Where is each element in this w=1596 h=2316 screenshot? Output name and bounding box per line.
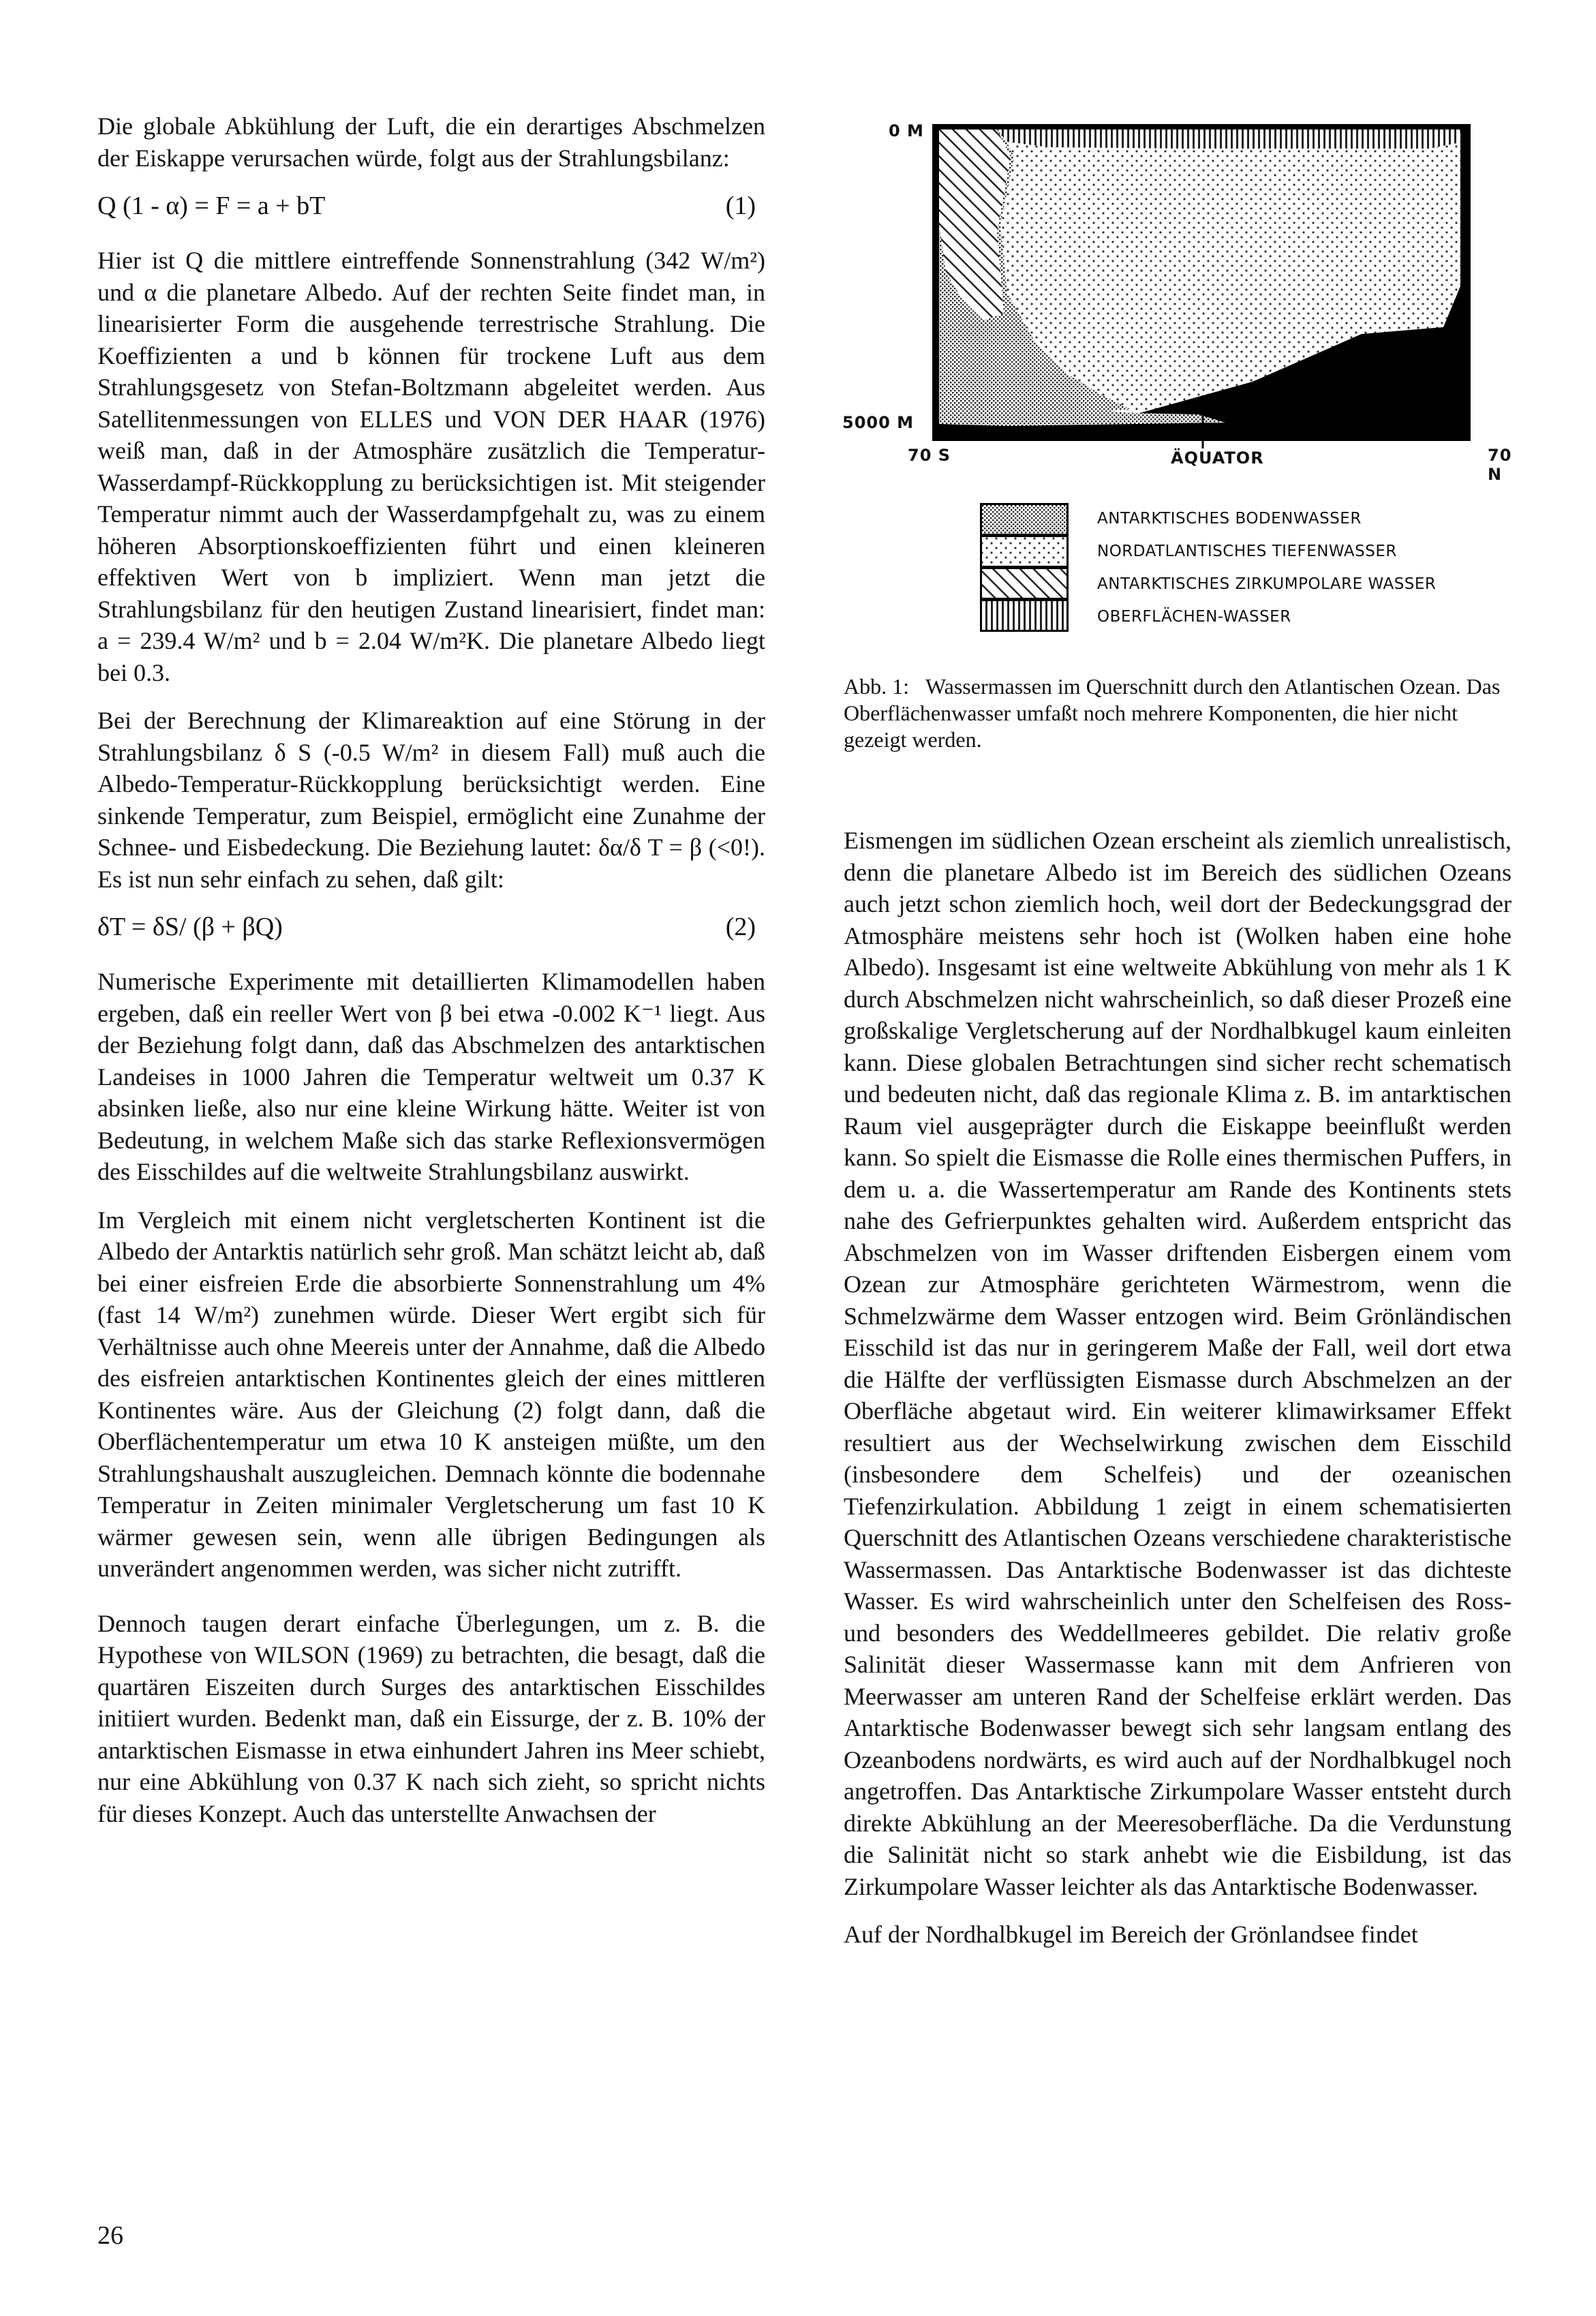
cross-section-diagram xyxy=(844,116,1532,498)
paragraph: Hier ist Q die mittlere eintreffende Sonnenstrahlung (342 W/m²) und α die planetare Albedo. Auf der rechten Seite findet man, in linearisierter Form die ausgehende terrestrische Strahlung. Die Koeffizienten a und b können für trockene Luft aus dem Strahlungsgesetz von Stefan-Boltzmann abgeleitet werden. Aus Satellitenmessungen von ELLES und VON DER HAAR (1976) weiß man, daß in der Atmosphäre zusätzlich die Temperatur-Wasserdampf-Rückkopplung zu berücksichtigen ist. Mit steigender Temperatur nimmt auch der Wasserdampfgehalt zu, was zu einem höheren Absorptionskoeffizienten führt und einen kleineren effektiven Wert von b impliziert. Wenn man jetzt die Strahlungsbilanz für den heutigen Zustand linearisiert, findet man: a = 239.4 W/m² und b = 2.04 W/m²K. Die planetare Albedo liegt bei 0.3. xyxy=(97,247,765,686)
legend-swatch-bottom-water xyxy=(981,504,1068,535)
figure-caption xyxy=(844,673,1525,753)
depth-bottom-label: 5000 M xyxy=(842,413,915,432)
paragraph: Auf der Nordhalbkugel im Bereich der Grönlandsee findet xyxy=(844,1921,1418,1948)
page-number: 26 xyxy=(97,2221,123,2250)
paragraph: Im Vergleich mit einem nicht vergletscherten Kontinent ist die Albedo der Antarktis natürlich sehr groß. Man schätzt leicht ab, daß bei einer eisfreien Erde die absorbierte Sonnenstrahlung um 4% (fast 14 W/m²) zunehmen würde. Dieser Wert ergibt sich für Verhältnisse auch ohne Meereis unter der Annahme, daß die Albedo des eisfreien antarktischen Kontinentes gleich der eines mittleren Kontinentes wäre. Aus der Gleichung (2) folgt dann, daß die Oberflächentemperatur um etwa 10 K ansteigen müßte, um den Strahlungshaushalt auszugleichen. Demnach könnte die bodennahe Temperatur in Zeiten minimaler Vergletscherung um fast 10 K wärmer gewesen sein, wenn alle übrigen Bedingungen als unverändert angenommen werden, was sicher nicht zutrifft. xyxy=(97,1206,765,1582)
legend-swatch-surface-water xyxy=(981,600,1068,631)
paragraph: Dennoch taugen derart einfache Überlegungen, um z. B. die Hypothese von WILSON (1969) zu betrachten, die besagt, daß die quartären Eiszeiten durch Surges des antarktischen Eisschildes initiiert wurden. Bedenkt man, daß ein Eissurge, der z. B. 10% der antarktischen Eismasse in etwa einhundert Jahren ins Meer schiebt, nur eine Abkühlung von 0.37 K nach sich zieht, so spricht nichts für dieses Konzept. Auch das unterstellte Anwachsen der xyxy=(97,1609,765,1827)
caption-lead: Abb. 1: xyxy=(844,674,909,699)
lat-north-label: 70 N xyxy=(1488,446,1512,484)
right-column xyxy=(844,825,1511,1967)
legend-swatches xyxy=(980,503,1069,634)
paragraph: Bei der Berechnung der Klimareaktion auf eine Störung in der Strahlungsbilanz δ S (-0.5 W/m² in diesem Fall) muß auch die Albedo-Temperatur-Rückkopplung berücksichtigt werden. Eine sinkende Temperatur, zum Beispiel, ermöglicht eine Zunahme der Schnee- und Eisbedeckung. Die Beziehung lautet: δα/δ T = β (<0!). Es ist nun sehr einfach zu sehen, daß gilt: xyxy=(97,707,765,893)
caption-text: Wassermassen im Querschnitt durch den Atlantischen Ozean. Das Oberflächenwasser umfaßt noch mehrere Komponenten, die hier nicht gezeigt werden. xyxy=(844,674,1501,752)
equation-2 xyxy=(97,911,765,943)
paragraph: Numerische Experimente mit detaillierten Klimamodellen haben ergeben, daß ein reeller Wert von β bei etwa -0.002 K⁻¹ liegt. Aus der Beziehung folgt dann, daß das Abschmelzen des antarktischen Landeises in 1000 Jahren die Temperatur weltweit um 0.37 K absinken ließe, also nur eine kleine Wirkung hätte. Weiter ist von Bedeutung, in welchem Maße sich das starke Reflexionsvermögen des Eisschildes auf die weltweite Strahlungsbilanz auswirkt. xyxy=(97,968,765,1185)
equator-label: ÄQUATOR xyxy=(1171,448,1264,468)
equation-number: (1) xyxy=(725,192,756,220)
equation-formula: Q (1 - α) = F = a + bT xyxy=(97,192,326,220)
paragraph: Eismengen im südlichen Ozean erscheint als ziemlich unrealistisch, denn die planetare Albedo ist im Bereich des südlichen Ozeans auch jetzt schon ziemlich hoch, weil dort der Bedeckungsgrad der Atmosphäre meistens sehr hoch ist (Wolken haben eine hohe Albedo). Insgesamt ist eine weltweite Abkühlung von mehr als 1 K durch Abschmelzen nicht wahrscheinlich, so daß dieser Prozeß eine großskalige Vergletscherung auf der Nordhalbkugel kaum einleiten kann. Diese globalen Betrachtungen sind sicher recht schematisch und bedeuten nicht, daß das regionale Klima z. B. im antarktischen Raum viel ausgeprägter durch die Eiskappe beeinflußt werden kann. So spielt die Eismasse die Rolle eines thermischen Puffers, in dem u. a. die Wassertemperatur am Rande des Kontinents stets nahe des Gefrierpunktes gehalten wird. Außerdem entspricht das Abschmelzen von im Wasser driftenden Eisbergen einem vom Ozean zur Atmosphäre gerichteten Wärmestrom, wenn die Schmelzwärme dem Wasser entzogen wird. Beim Grönländischen Eisschild ist das nur in geringerem Maße der Fall, weil dort etwa die Hälfte der verflüssigten Eismasse durch Abschmelzen an der Oberfläche abgetaut wird. Ein weiterer klimawirksamer Effekt resultiert aus der Wechselwirkung zwischen dem Eisschild (insbesondere dem Schelfeis) und der ozeanischen Tiefenzirkulation. Abbildung 1 zeigt in einem schematisierten Querschnitt des Atlantischen Ozeans verschiedene charakteristische Wassermassen. Das Antarktische Bodenwasser ist das dichteste Wasser. Es wird wahrscheinlich unter den Schelfeisen des Ross- und besonders des Weddellmeeres gebildet. Die relativ große Salinität dieser Wassermasse kann mit dem Anfrieren von Meerwasser am unteren Rand der Schelfeise erklärt werden. Das Antarktische Bodenwasser bewegt sich sehr langsam entlang des Ozeanbodens nordwärts, es wird auch auf der Nordhalbkugel noch angetroffen. Das Antarktische Zirkumpolare Wasser entsteht durch direkte Abkühlung an der Meeresoberfläche. Da die Verdunstung die Salinität nicht so stark anhebt wie die Eisbildung, ist das Zirkumpolare Wasser leichter als das Antarktische Bodenwasser. xyxy=(844,827,1511,1900)
equation-number: (2) xyxy=(725,913,756,941)
depth-top-label: 0 M xyxy=(889,121,924,140)
equation-1 xyxy=(97,190,765,222)
lat-south-label: 70 S xyxy=(908,446,951,465)
equation-formula: δT = δS/ (β + βQ) xyxy=(97,913,283,941)
antarctic-shelf xyxy=(932,124,939,436)
paragraph: Die globale Abkühlung der Luft, die ein derartiges Abschmelzen der Eiskappe verursachen würde, folgt aus der Strahlungsbilanz: xyxy=(97,112,765,172)
left-column xyxy=(97,110,765,1846)
legend-swatch-deep-water xyxy=(981,536,1068,567)
surface-water xyxy=(997,129,1460,149)
legend-swatch-circumpolar-water xyxy=(981,568,1068,599)
